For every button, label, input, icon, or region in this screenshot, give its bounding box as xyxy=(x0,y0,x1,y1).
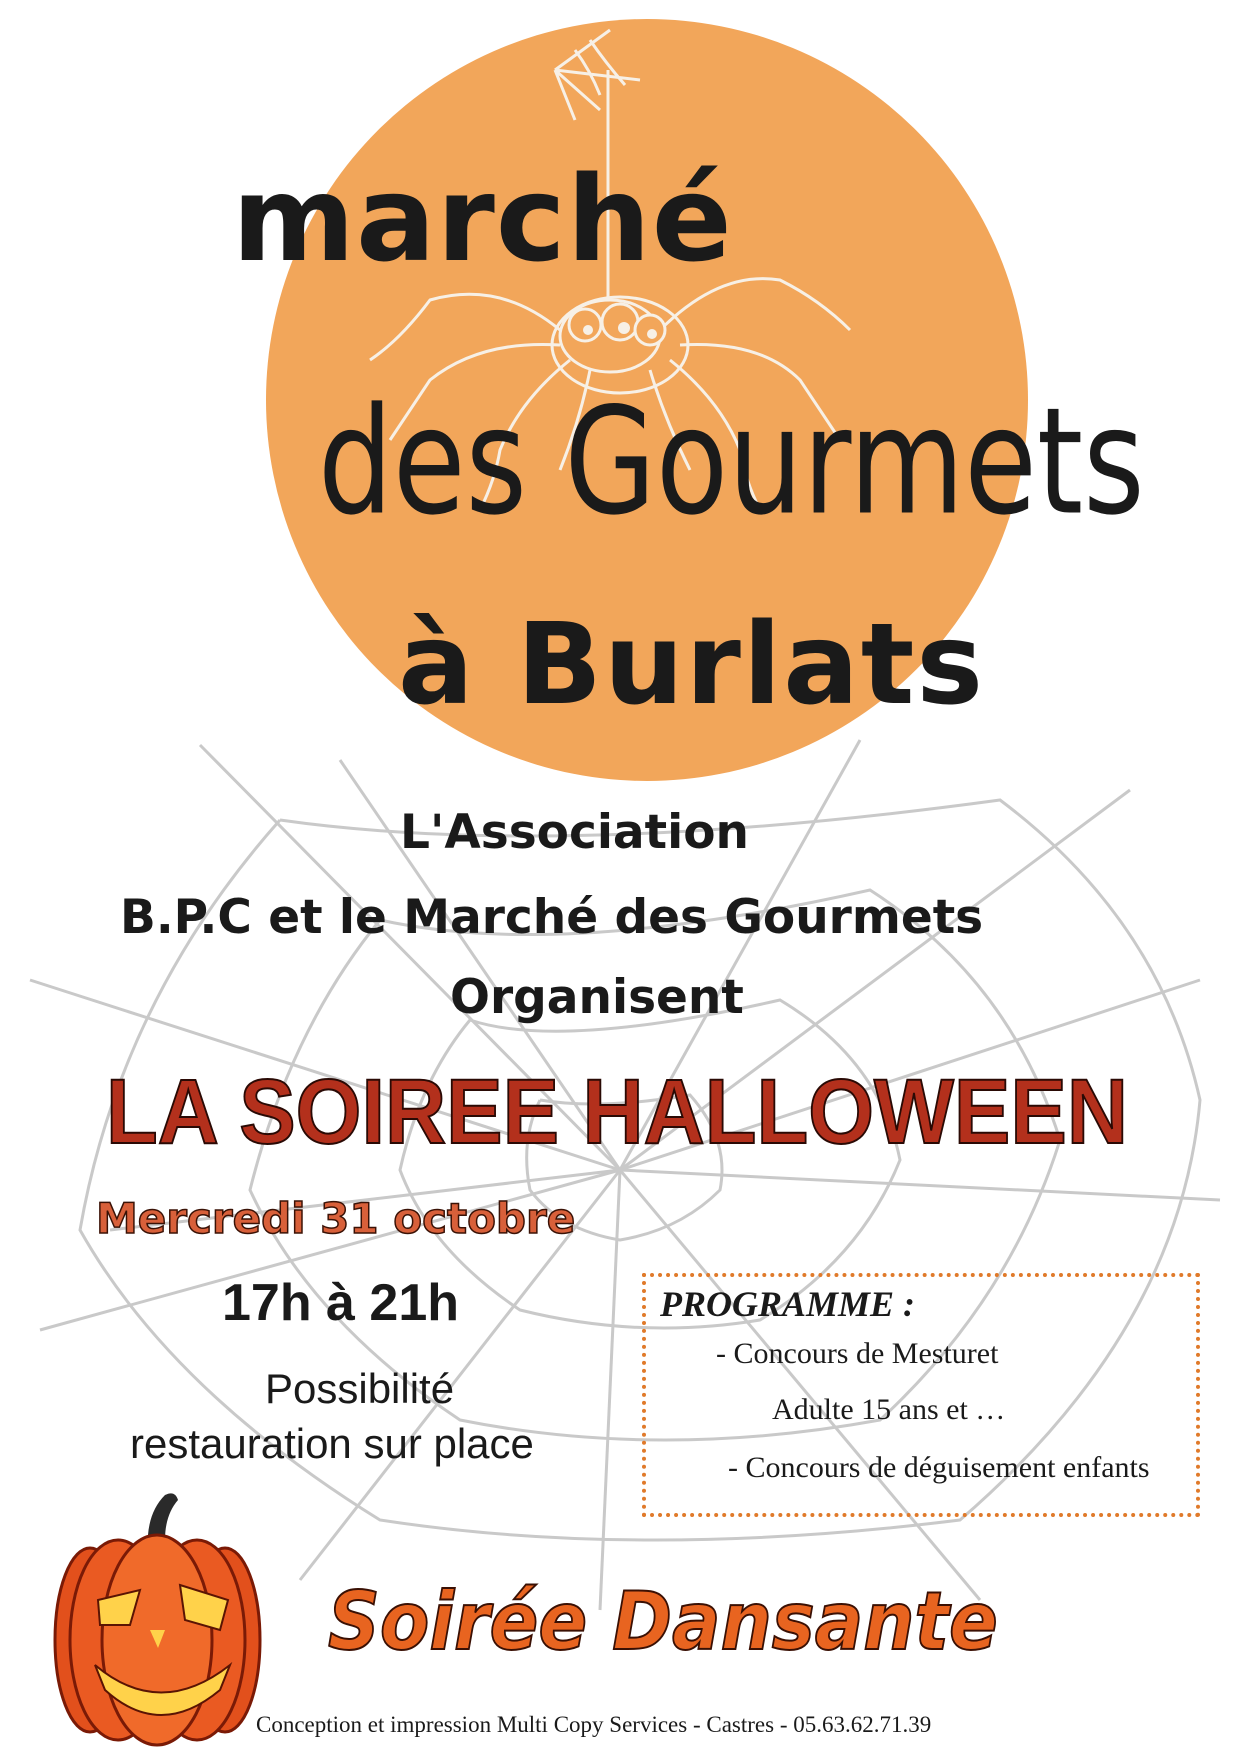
title-burlats: à Burlats xyxy=(398,600,986,730)
title-marche: marché xyxy=(232,150,733,288)
program-title: PROGRAMME : xyxy=(660,1284,916,1324)
program-item-2: Adulte 15 ans et … xyxy=(772,1393,1006,1426)
association-line-2: B.P.C et le Marché des Gourmets xyxy=(120,890,984,945)
association-line-3: Organisent xyxy=(450,970,744,1025)
program-item-3: - Concours de déguisement enfants xyxy=(728,1451,1150,1484)
info-line-2: restauration sur place xyxy=(130,1420,534,1467)
event-date: Mercredi 31 octobre xyxy=(96,1194,576,1243)
dance-title: Soirée Dansante xyxy=(328,1575,998,1668)
title-gourmets: des Gourmets xyxy=(318,375,1145,548)
association-line-1: L'Association xyxy=(400,805,749,860)
credits: Conception et impression Multi Copy Services - Castres - 05.63.62.71.39 xyxy=(256,1712,932,1737)
event-hours: 17h à 21h xyxy=(222,1274,460,1332)
event-title: LA SOIREE HALLOWEEN xyxy=(106,1061,1128,1163)
program-item-1: - Concours de Mesturet xyxy=(716,1337,999,1370)
info-line-1: Possibilité xyxy=(265,1365,455,1412)
